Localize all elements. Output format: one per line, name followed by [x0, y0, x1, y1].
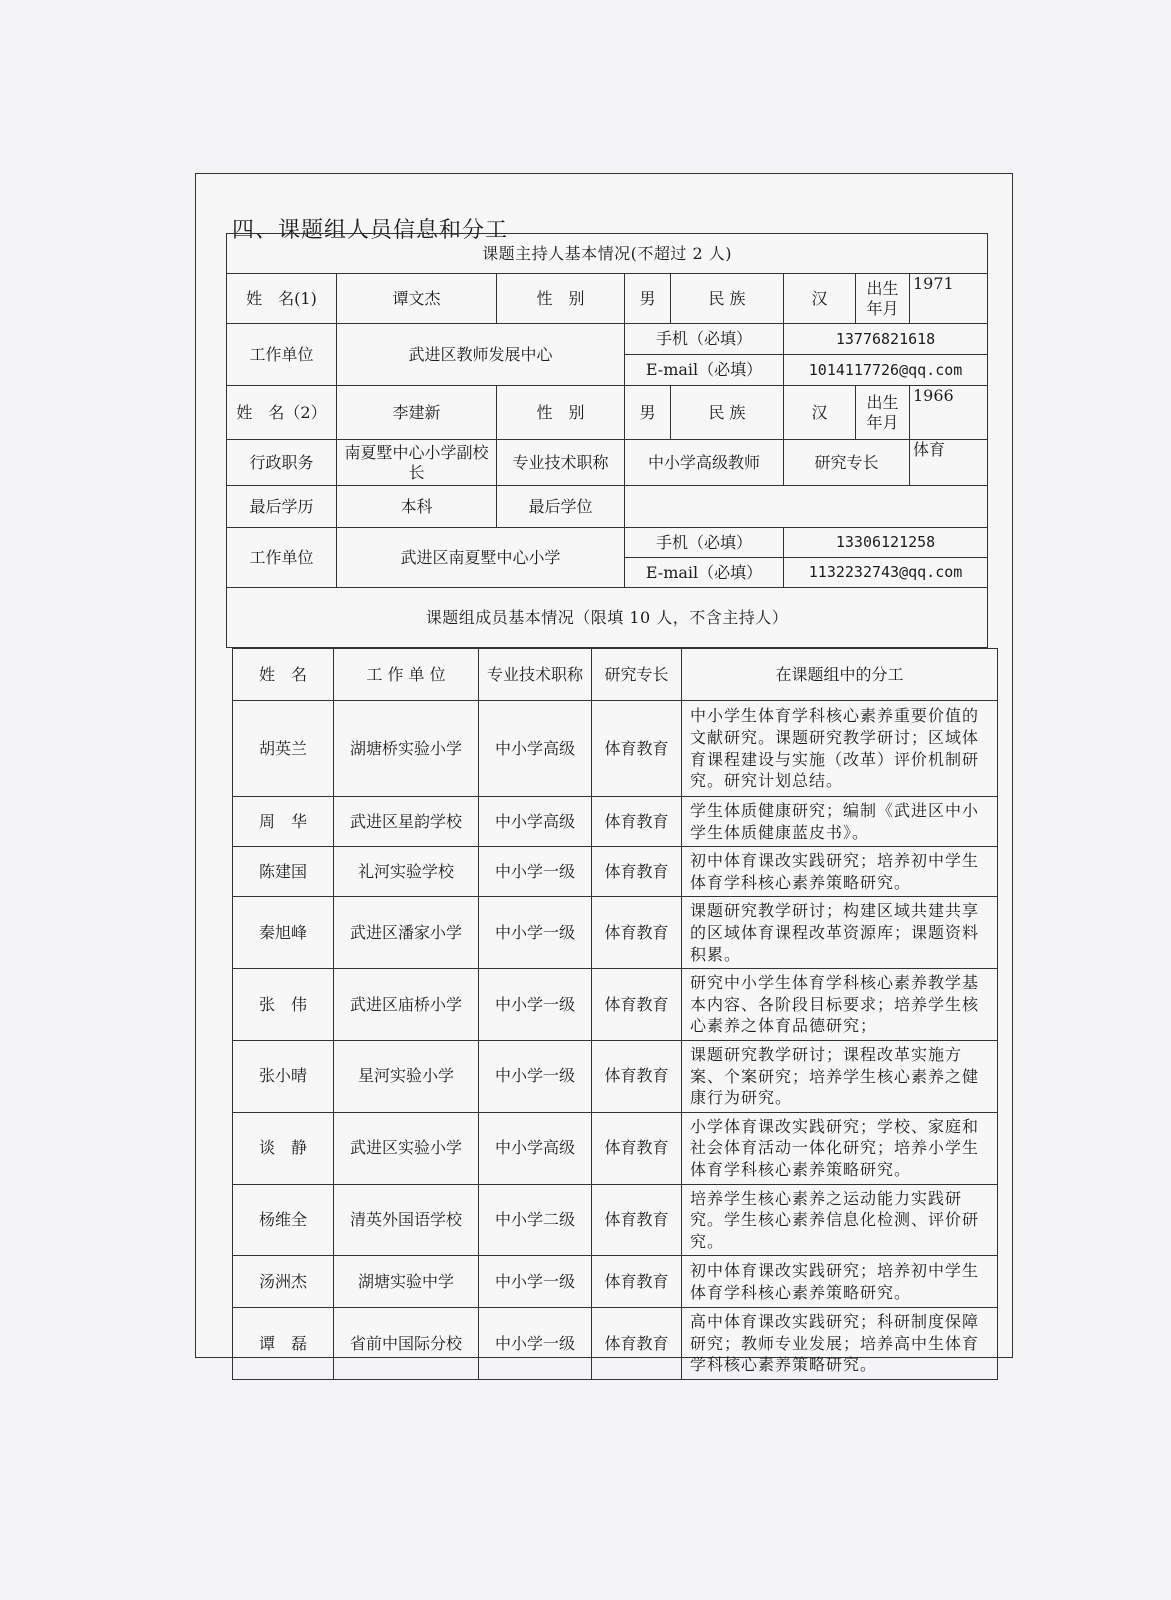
host2-email: 1132232743@qq.com — [784, 558, 988, 588]
header-specialty: 研究专长 — [592, 649, 682, 701]
member-row — [233, 1040, 998, 1112]
host2-degree — [625, 486, 988, 528]
host1-birth-label: 出生年月 — [856, 274, 910, 324]
member-title: 中小学一级 — [479, 969, 592, 1041]
host1-birth: 1971 — [910, 274, 988, 324]
member-specialty: 体育教育 — [592, 1308, 682, 1380]
host2-birth-label: 出生年月 — [856, 386, 910, 440]
host2-position-label: 行政职务 — [227, 440, 337, 486]
member-title: 中小学一级 — [479, 897, 592, 969]
member-title: 中小学高级 — [479, 701, 592, 797]
member-title: 中小学一级 — [479, 847, 592, 897]
member-title: 中小学一级 — [479, 1040, 592, 1112]
header-duty: 在课题组中的分工 — [682, 649, 998, 701]
host2-ethnicity: 汉 — [784, 386, 856, 440]
member-name: 张 伟 — [233, 969, 334, 1041]
member-duty: 研究中小学生体育学科核心素养教学基本内容、各阶段目标要求；培养学生核心素养之体育品德研究； — [682, 969, 998, 1041]
member-name: 陈建国 — [233, 847, 334, 897]
member-name: 秦旭峰 — [233, 897, 334, 969]
members-section-title: 课题组成员基本情况（限填 10 人，不含主持人） — [227, 588, 988, 648]
header-name: 姓 名 — [233, 649, 334, 701]
host2-edu: 本科 — [337, 486, 497, 528]
host1-unit-label: 工作单位 — [227, 324, 337, 386]
header-title: 专业技术职称 — [479, 649, 592, 701]
member-duty: 课题研究教学研讨；构建区域共建共享的区域体育课程改革资源库；课题资料积累。 — [682, 897, 998, 969]
member-specialty: 体育教育 — [592, 847, 682, 897]
host-section-title: 课题主持人基本情况(不超过 2 人) — [227, 234, 988, 274]
member-specialty: 体育教育 — [592, 1112, 682, 1184]
host1-phone-label: 手机（必填） — [625, 324, 784, 355]
host2-unit-label: 工作单位 — [227, 528, 337, 588]
member-duty: 小学体育课改实践研究；学校、家庭和社会体育活动一体化研究；培养小学生体育学科核心素养策略研究。 — [682, 1112, 998, 1184]
member-unit: 武进区实验小学 — [334, 1112, 479, 1184]
member-specialty: 体育教育 — [592, 797, 682, 847]
member-duty: 培养学生核心素养之运动能力实践研究。学生核心素养信息化检测、评价研究。 — [682, 1184, 998, 1256]
host2-specialty: 体育 — [910, 440, 988, 486]
member-unit: 武进区星韵学校 — [334, 797, 479, 847]
member-row — [233, 1112, 998, 1184]
member-specialty: 体育教育 — [592, 701, 682, 797]
member-row — [233, 897, 998, 969]
host2-position: 南夏墅中心小学副校长 — [337, 440, 497, 486]
host1-gender-label: 性 别 — [497, 274, 625, 324]
member-title: 中小学高级 — [479, 797, 592, 847]
host2-phone-label: 手机（必填） — [625, 528, 784, 558]
host2-birth: 1966 — [910, 386, 988, 440]
host2-specialty-label: 研究专长 — [784, 440, 910, 486]
member-row — [233, 701, 998, 797]
member-name: 周 华 — [233, 797, 334, 847]
member-specialty: 体育教育 — [592, 897, 682, 969]
member-name: 汤洲杰 — [233, 1256, 334, 1308]
member-unit: 清英外国语学校 — [334, 1184, 479, 1256]
host2-edu-label: 最后学历 — [227, 486, 337, 528]
host2-gender: 男 — [625, 386, 671, 440]
member-duty: 初中体育课改实践研究；培养初中学生体育学科核心素养策略研究。 — [682, 847, 998, 897]
section-heading: 四、课题组人员信息和分工 — [232, 218, 509, 243]
host1-email: 1014117726@qq.com — [784, 355, 988, 386]
host2-gender-label: 性 别 — [497, 386, 625, 440]
host2-unit: 武进区南夏墅中心小学 — [337, 528, 625, 588]
member-title: 中小学一级 — [479, 1308, 592, 1380]
member-duty: 学生体质健康研究；编制《武进区中小学生体质健康蓝皮书》。 — [682, 797, 998, 847]
member-name: 谭 磊 — [233, 1308, 334, 1380]
member-row — [233, 797, 998, 847]
host1-email-label: E-mail（必填） — [625, 355, 784, 386]
member-specialty: 体育教育 — [592, 1184, 682, 1256]
member-specialty: 体育教育 — [592, 1040, 682, 1112]
member-name: 杨维全 — [233, 1184, 334, 1256]
member-unit: 省前中国际分校 — [334, 1308, 479, 1380]
member-name: 谈 静 — [233, 1112, 334, 1184]
host2-title-label: 专业技术职称 — [497, 440, 625, 486]
host2-name-label: 姓 名（2） — [227, 386, 337, 440]
members-header-row — [233, 649, 998, 701]
member-title: 中小学高级 — [479, 1112, 592, 1184]
host1-phone: 13776821618 — [784, 324, 988, 355]
header-unit: 工 作 单 位 — [334, 649, 479, 701]
member-unit: 礼河实验学校 — [334, 847, 479, 897]
member-specialty: 体育教育 — [592, 969, 682, 1041]
member-duty: 高中体育课改实践研究；科研制度保障研究；教师专业发展；培养高中生体育学科核心素养策略研究。 — [682, 1308, 998, 1380]
host1-ethnicity-label: 民 族 — [671, 274, 784, 324]
host1-name-label: 姓 名(1) — [227, 274, 337, 324]
host1-name: 谭文杰 — [337, 274, 497, 324]
host2-title: 中小学高级教师 — [625, 440, 784, 486]
member-unit: 武进区庙桥小学 — [334, 969, 479, 1041]
host1-gender: 男 — [625, 274, 671, 324]
host2-phone: 13306121258 — [784, 528, 988, 558]
members-table — [232, 648, 998, 1380]
member-specialty: 体育教育 — [592, 1256, 682, 1308]
member-unit: 湖塘桥实验小学 — [334, 701, 479, 797]
member-duty: 课题研究教学研讨；课程改革实施方案、个案研究；培养学生核心素养之健康行为研究。 — [682, 1040, 998, 1112]
member-duty: 中小学生体育学科核心素养重要价值的文献研究。课题研究教学研讨；区域体育课程建设与实施（改革）评价机制研究。研究计划总结。 — [682, 701, 998, 797]
member-row — [233, 1184, 998, 1256]
host2-name: 李建新 — [337, 386, 497, 440]
host2-email-label: E-mail（必填） — [625, 558, 784, 588]
member-title: 中小学一级 — [479, 1256, 592, 1308]
host1-unit: 武进区教师发展中心 — [337, 324, 625, 386]
member-name: 张小晴 — [233, 1040, 334, 1112]
member-row — [233, 969, 998, 1041]
host1-ethnicity: 汉 — [784, 274, 856, 324]
member-unit: 武进区潘家小学 — [334, 897, 479, 969]
member-row — [233, 1308, 998, 1380]
member-row — [233, 1256, 998, 1308]
member-unit: 湖塘实验中学 — [334, 1256, 479, 1308]
member-duty: 初中体育课改实践研究；培养初中学生体育学科核心素养策略研究。 — [682, 1256, 998, 1308]
host2-degree-label: 最后学位 — [497, 486, 625, 528]
host2-ethnicity-label: 民 族 — [671, 386, 784, 440]
host-info-table — [226, 233, 988, 648]
member-name: 胡英兰 — [233, 701, 334, 797]
member-title: 中小学二级 — [479, 1184, 592, 1256]
member-row — [233, 847, 998, 897]
member-unit: 星河实验小学 — [334, 1040, 479, 1112]
